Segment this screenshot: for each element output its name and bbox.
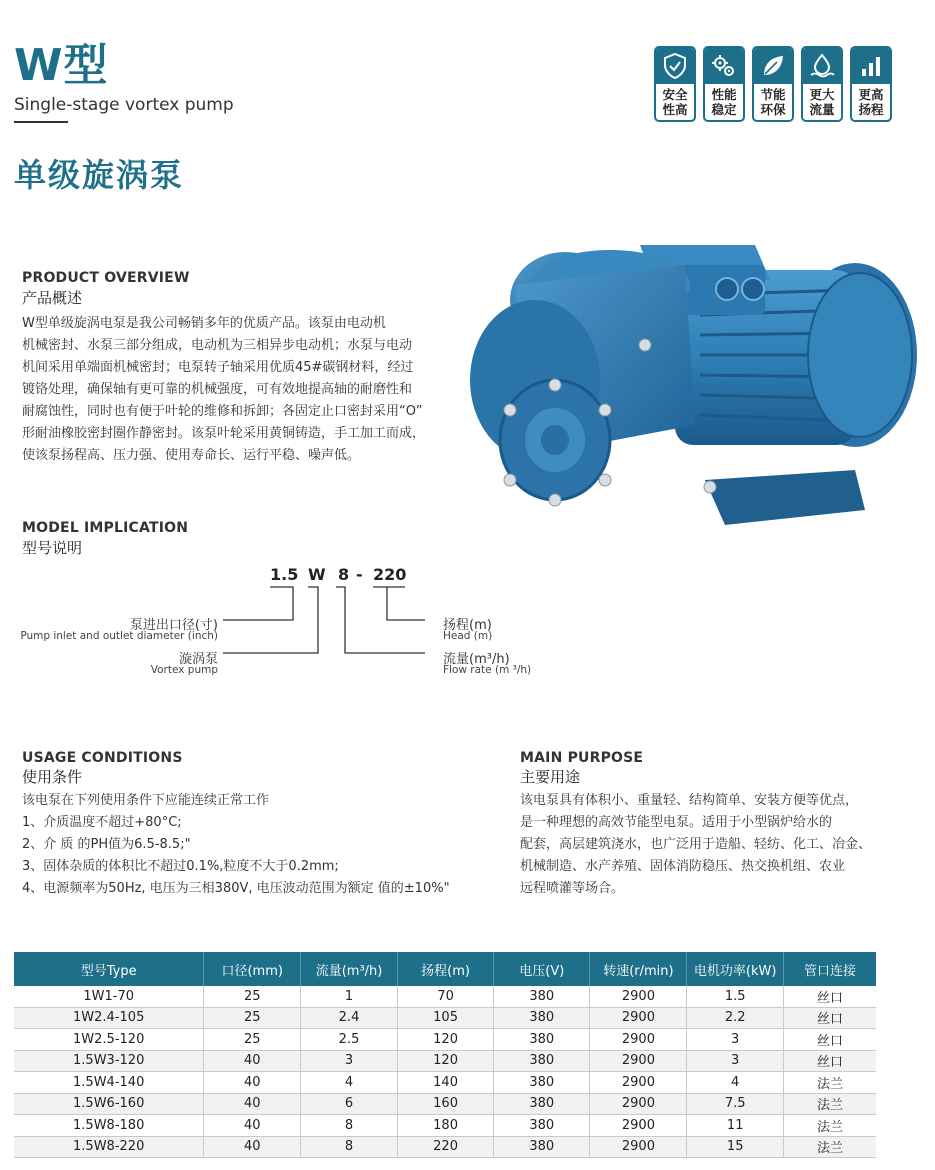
col-speed: 转速(r/min) xyxy=(590,952,687,986)
cell: 8 xyxy=(301,1136,398,1158)
cell: 1.5W8-180 xyxy=(14,1115,204,1137)
code-type: W xyxy=(308,565,326,584)
model-connector-lines xyxy=(215,585,425,660)
cell: 7.5 xyxy=(687,1093,784,1115)
cell: 1W2.4-105 xyxy=(14,1007,204,1029)
usage-line: 4、电源频率为50Hz, 电压为三相380V, 电压波动范围为额定 值的±10%" xyxy=(22,881,450,896)
cell: 2900 xyxy=(590,1072,687,1094)
cell: 1.5W3-120 xyxy=(14,1050,204,1072)
badge-head xyxy=(850,46,892,122)
overview-line: 耐腐蚀性，同时也有便于叶轮的维修和拆卸；各固定止口密封采用“O” xyxy=(22,404,423,419)
cell: 3 xyxy=(687,1029,784,1051)
code-dash: - xyxy=(356,565,363,584)
badge-label: 节能环保 xyxy=(760,87,786,117)
leaf-icon xyxy=(754,48,792,84)
overview-line: 形耐油橡胶密封圈作静密封。该泵叶轮采用黄铜铸造，手工加工而成， xyxy=(22,426,426,441)
cell: 1 xyxy=(301,986,398,1007)
cell: 法兰 xyxy=(783,1115,876,1137)
usage-line: 该电泵在下列使用条件下应能连续正常工作 xyxy=(22,793,270,808)
cell: 40 xyxy=(204,1093,301,1115)
table-row xyxy=(14,1007,876,1029)
overview-line: 使该泵扬程高、压力强、使用寿命长、运行平稳、噪声低。 xyxy=(22,448,361,463)
cell: 380 xyxy=(494,1007,590,1029)
badge-performance xyxy=(703,46,745,122)
cell: 380 xyxy=(494,1029,590,1051)
cell: 180 xyxy=(397,1115,493,1137)
model-title-cn: 型号说明 xyxy=(22,539,83,557)
cell: 3 xyxy=(301,1050,398,1072)
badge-safety xyxy=(654,46,696,122)
badge-label: 性能稳定 xyxy=(711,87,737,117)
usage-text xyxy=(22,790,502,900)
cell: 1.5W6-160 xyxy=(14,1093,204,1115)
model-title: W型 xyxy=(14,40,109,91)
cell: 2900 xyxy=(590,1136,687,1158)
cell: 25 xyxy=(204,986,301,1007)
label-head-cn: 扬程(m) xyxy=(443,618,492,633)
label-vortex-cn: 漩涡泵 xyxy=(178,652,218,667)
cell: 2.5 xyxy=(301,1029,398,1051)
cell: 380 xyxy=(494,1115,590,1137)
cell: 1W1-70 xyxy=(14,986,204,1007)
cell: 2900 xyxy=(590,1007,687,1029)
badge-label: 安全性高 xyxy=(662,87,688,117)
cell: 380 xyxy=(494,1050,590,1072)
col-voltage: 电压(V) xyxy=(494,952,590,986)
model-title-en: MODEL IMPLICATION xyxy=(22,520,189,536)
purpose-line: 该电泵具有体积小、重量轻、结构简单、安装方便等优点， xyxy=(520,793,859,808)
cell: 4 xyxy=(301,1072,398,1094)
cell: 1.5W4-140 xyxy=(14,1072,204,1094)
table-row xyxy=(14,1093,876,1115)
table-row xyxy=(14,1136,876,1158)
label-inlet-cn: 泵进出口径(寸) xyxy=(129,618,218,633)
cell: 15 xyxy=(687,1136,784,1158)
cell: 105 xyxy=(397,1007,493,1029)
code-inlet: 1.5 xyxy=(270,565,299,584)
cell: 丝口 xyxy=(783,1029,876,1051)
overview-title-en: PRODUCT OVERVIEW xyxy=(22,270,190,286)
purpose-line: 机械制造、水产养殖、固体消防稳压、热交换机组、农业 xyxy=(520,859,846,874)
badge-eco xyxy=(752,46,794,122)
cell: 380 xyxy=(494,1072,590,1094)
cell: 380 xyxy=(494,1136,590,1158)
label-head-en: Head (m) xyxy=(443,630,493,642)
purpose-line: 远程喷灌等场合。 xyxy=(520,881,625,896)
cell: 40 xyxy=(204,1136,301,1158)
water-drop-icon xyxy=(803,48,841,84)
cell: 1W2.5-120 xyxy=(14,1029,204,1051)
cell: 2900 xyxy=(590,1093,687,1115)
label-inlet-en: Pump inlet and outlet diameter (inch) xyxy=(20,630,218,642)
label-flow-cn: 流量(m³/h) xyxy=(443,652,510,667)
cell: 3 xyxy=(687,1050,784,1072)
cell: 160 xyxy=(397,1093,493,1115)
overview-text xyxy=(22,313,452,467)
title-divider xyxy=(14,121,68,123)
usage-title-cn: 使用条件 xyxy=(22,768,83,786)
code-head: 220 xyxy=(373,565,407,584)
cell: 8 xyxy=(301,1115,398,1137)
cell: 4 xyxy=(687,1072,784,1094)
label-vortex-en: Vortex pump xyxy=(150,664,218,676)
table-row xyxy=(14,1115,876,1137)
overview-line: 镀铬处理，确保轴有更可靠的机械强度，可有效地提高轴的耐磨性和 xyxy=(22,382,413,397)
cell: 25 xyxy=(204,1007,301,1029)
overview-title-cn: 产品概述 xyxy=(22,289,83,307)
overview-line: 机间采用单端面机械密封；电泵转子轴采用优质45#碳钢材料，经过 xyxy=(22,360,414,375)
cell: 2.4 xyxy=(301,1007,398,1029)
badge-label: 更大流量 xyxy=(809,87,835,117)
usage-line: 1、介质温度不超过+80°C; xyxy=(22,815,182,830)
gears-icon xyxy=(705,48,743,84)
cell: 1.5W8-220 xyxy=(14,1136,204,1158)
purpose-title-cn: 主要用途 xyxy=(520,768,581,786)
table-row xyxy=(14,1029,876,1051)
cell: 2900 xyxy=(590,986,687,1007)
cell: 1.5 xyxy=(687,986,784,1007)
cell: 6 xyxy=(301,1093,398,1115)
cell: 2900 xyxy=(590,1029,687,1051)
cell: 40 xyxy=(204,1050,301,1072)
spec-table xyxy=(14,952,876,1158)
cell: 40 xyxy=(204,1072,301,1094)
col-power: 电机功率(kW) xyxy=(687,952,784,986)
cell: 丝口 xyxy=(783,1050,876,1072)
cell: 25 xyxy=(204,1029,301,1051)
cell: 2.2 xyxy=(687,1007,784,1029)
col-type: 型号Type xyxy=(14,952,204,986)
bar-chart-icon xyxy=(852,48,890,84)
cell: 120 xyxy=(397,1029,493,1051)
shield-check-icon xyxy=(656,48,694,84)
col-head: 扬程(m) xyxy=(397,952,493,986)
cell: 40 xyxy=(204,1115,301,1137)
purpose-line: 配套，高层建筑浇水，也广泛用于造船、轻纺、化工、冶金、 xyxy=(520,837,872,852)
cell: 220 xyxy=(397,1136,493,1158)
feature-badges xyxy=(654,46,892,122)
usage-title-en: USAGE CONDITIONS xyxy=(22,750,183,766)
table-header-row xyxy=(14,952,876,986)
label-flow-en: Flow rate (m ³/h) xyxy=(443,664,532,676)
overview-line: W型单级旋涡电泵是我公司畅销多年的优质产品。该泵由电动机 xyxy=(22,316,386,331)
cell: 140 xyxy=(397,1072,493,1094)
cell: 380 xyxy=(494,986,590,1007)
col-diameter: 口径(mm) xyxy=(204,952,301,986)
cell: 丝口 xyxy=(783,1007,876,1029)
model-subtitle: Single-stage vortex pump xyxy=(14,95,234,115)
product-name: 单级旋涡泵 xyxy=(14,156,185,194)
purpose-text xyxy=(520,790,920,900)
code-flow: 8 xyxy=(338,565,350,584)
table-row xyxy=(14,1050,876,1072)
col-flow: 流量(m³/h) xyxy=(301,952,398,986)
badge-label: 更高扬程 xyxy=(858,87,884,117)
cell: 丝口 xyxy=(783,986,876,1007)
cell: 法兰 xyxy=(783,1072,876,1094)
purpose-title-en: MAIN PURPOSE xyxy=(520,750,644,766)
table-row xyxy=(14,986,876,1007)
purpose-line: 是一种理想的高效节能型电泵。适用于小型锅炉给水的 xyxy=(520,815,833,830)
usage-line: 2、介 质 的PH值为6.5-8.5;" xyxy=(22,837,191,852)
cell: 法兰 xyxy=(783,1093,876,1115)
cell: 70 xyxy=(397,986,493,1007)
table-row xyxy=(14,1072,876,1094)
cell: 2900 xyxy=(590,1115,687,1137)
cell: 2900 xyxy=(590,1050,687,1072)
badge-flow xyxy=(801,46,843,122)
col-connection: 管口连接 xyxy=(783,952,876,986)
cell: 11 xyxy=(687,1115,784,1137)
cell: 380 xyxy=(494,1093,590,1115)
pump-image xyxy=(455,225,925,555)
cell: 120 xyxy=(397,1050,493,1072)
cell: 法兰 xyxy=(783,1136,876,1158)
overview-line: 机械密封、水泵三部分组成，电动机为三相异步电动机；水泵与电动 xyxy=(22,338,413,353)
usage-line: 3、固体杂质的体积比不超过0.1%,粒度不大于0.2mm; xyxy=(22,859,339,874)
